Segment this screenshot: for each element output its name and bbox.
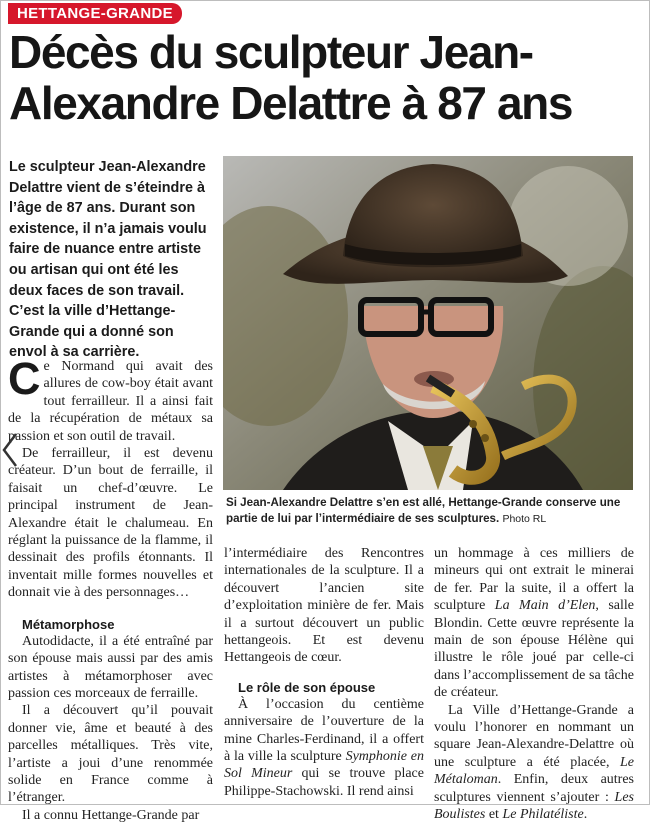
paragraph xyxy=(224,696,424,800)
text: La Ville d’Hettange-Grande a voulu l’honorer en nommant un square Jean-Alexandre-Delattre où une sculpture a été placée, xyxy=(434,702,634,770)
article-photo xyxy=(223,156,633,490)
text: et xyxy=(485,807,503,823)
paragraph xyxy=(8,353,213,445)
article-column-2 xyxy=(224,545,424,800)
artwork-title: Le Métaloman xyxy=(434,754,634,788)
text: À l’occasion du centième anniversaire de l’ouverture de la mine Charles-Ferdinand, il a offert à la ville la sculpture xyxy=(224,696,424,765)
text: . Enfin, deux autres sculptures viennent s’ajouter : xyxy=(434,772,634,805)
chevron-left-icon[interactable] xyxy=(0,430,22,470)
subheading-metamorphose: Métamorphose xyxy=(22,616,115,632)
article-lead: Le sculpteur Jean-Alexandre Delattre vient de s’éteindre à l’âge de 87 ans. Durant son existence, il n’a jamais voulu faire de nuance entre artiste ou artisan qui ont été les deux faces de son travail. C’est la ville d’Hettange-Grande qui a donné son envol à sa carrière. xyxy=(9,159,207,361)
paragraph: De ferrailleur, il est devenu créateur. D’un bout de ferraille, il faisait un chef-d’œuvre. Le principal instrument de Jean-Alexandre était le chalumeau. En réglant la puissance de la flamme, il dessinait des profils étonnants. Il inventait mille formes nouvelles et donnait vie à des personnages… xyxy=(8,446,213,601)
paragraph: Il a découvert qu’il pouvait donner vie, âme et beauté à des parcelles métalliques. Très vite, l’artiste a joui d’une renommée solide en France comme à l’étranger. xyxy=(8,703,213,806)
artwork-title: La Main d’Elen xyxy=(494,598,596,614)
paragraph: Il a connu Hettange-Grande par xyxy=(22,807,200,823)
paragraph xyxy=(434,545,634,702)
artwork-title: Symphonie en Sol Mineur xyxy=(224,749,424,782)
text: , salle Blondin. Cette œuvre représente la main de son épouse Hélène qui illustre le rôle joué par celle-ci dans l’accomplissement de sa tâche de créateur. xyxy=(434,598,635,701)
caption-text: Si Jean-Alexandre Delattre s’en est allé, Hettange-Grande conserve une partie de lui par l’intermédiaire de ses sculptures. xyxy=(226,496,621,525)
photo-credit: Photo RL xyxy=(502,513,547,525)
paragraph xyxy=(434,702,634,824)
section-kicker: HETTANGE-GRANDE xyxy=(8,3,182,24)
text: un hommage à ces milliers de mineurs qui ont extrait le minerai de fer. Par la suite, il a offert la sculpture xyxy=(434,546,634,614)
paragraph: l’intermédiaire des Rencontres internationales de la sculpture. Il a découvert l’ancien site d’exploitation minière de fer. Mais il a surtout découvert un public hettangeois. Et est devenu Hettangeois de cœur. xyxy=(224,546,424,666)
article-column-1 xyxy=(8,353,213,824)
drop-cap: C xyxy=(8,353,41,404)
article-headline: Décès du sculpteur Jean-Alexandre Delattre à 87 ans xyxy=(9,26,573,129)
paragraph-text: e Normand qui avait des allures de cow-boy était avant tout ferrailleur. Il a ainsi fait de la récupération de métaux sa passion et son outil de travail. xyxy=(8,359,213,444)
text: . xyxy=(583,807,588,823)
artwork-title: Le Philatéliste xyxy=(502,807,584,823)
photo-caption xyxy=(226,495,636,527)
text: qui se trouve place Philippe-Stachowski. Il rend ainsi xyxy=(224,766,424,799)
article-column-3 xyxy=(434,545,634,824)
paragraph: Autodidacte, il a été entraîné par son épouse mais aussi par des amis artistes à métamorphoser avec passion ces morceaux de ferraille. xyxy=(8,633,213,701)
subheading-role-epouse: Le rôle de son épouse xyxy=(238,679,376,695)
artwork-title: Les Boulistes xyxy=(434,789,634,823)
